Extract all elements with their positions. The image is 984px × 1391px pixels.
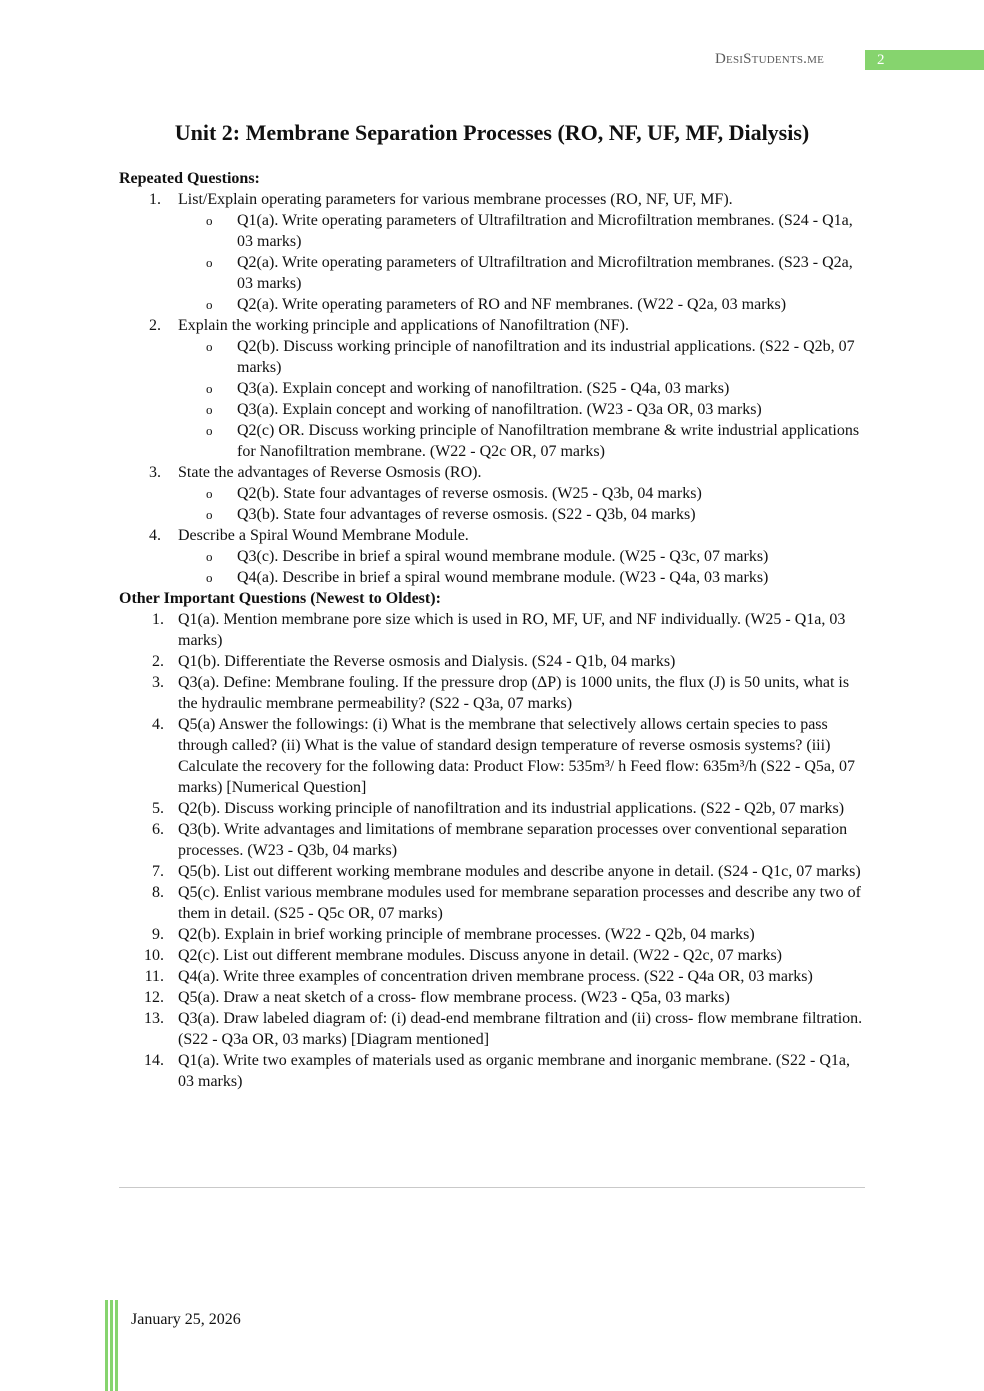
bullet-icon: o [206,213,213,228]
sub-question-item [119,504,869,525]
item-number: 8. [152,884,164,901]
other-question-item [119,861,869,882]
sub-question-text: Q2(a). Write operating parameters of RO and NF membranes. (W22 - Q2a, 03 marks) [237,296,787,313]
bullet-icon: o [206,549,213,564]
item-number: 11. [144,968,164,985]
item-number: 2. [152,653,164,670]
item-number: 4. [149,527,161,544]
footer-bar [115,1300,118,1391]
horizontal-rule [119,1187,865,1188]
page-title: Unit 2: Membrane Separation Processes (RO, NF, UF, MF, Dialysis) [174,120,810,145]
bullet-icon: o [206,423,213,438]
footer-date: January 25, 2026 [131,1311,241,1328]
sub-question-item [119,546,869,567]
item-number: 5. [152,800,164,817]
bullet-icon: o [206,486,213,501]
item-number: 9. [152,926,164,943]
item-text: Q3(a). Define: Membrane fouling. If the pressure drop (ΔP) is 1000 units, the flux (J) is 50 units, what is the hydraulic membrane permeability? (S22 - Q3a, 07 marks) [178,674,850,712]
sub-question-text: Q3(a). Explain concept and working of nanofiltration. (S25 - Q4a, 03 marks) [237,380,730,397]
other-question-item [119,798,869,819]
bullet-icon: o [206,507,213,522]
page-number-badge [865,50,984,70]
sub-question-text: Q3(c). Describe in brief a spiral wound membrane module. (W25 - Q3c, 07 marks) [237,548,769,565]
item-text: Q2(b). Discuss working principle of nanofiltration and its industrial applications. (S22 - Q2b, 07 marks) [178,800,845,817]
footer-bar [105,1300,108,1391]
bullet-icon: o [206,255,213,270]
repeated-question-item [119,189,869,210]
item-number: 4. [152,716,164,733]
other-questions-heading: Other Important Questions (Newest to Oldest): [119,590,441,607]
sub-question-text: Q1(a). Write operating parameters of Ultrafiltration and Microfiltration membranes. (S24 - Q1a, 03 marks) [237,212,853,250]
repeated-question-item [119,315,869,336]
other-questions-list [119,609,869,1092]
sub-question-text: Q2(b). State four advantages of reverse osmosis. (W25 - Q3b, 04 marks) [237,485,702,502]
bullet-icon: o [206,402,213,417]
other-question-item [119,966,869,987]
other-question-item [119,1050,869,1092]
item-number: 6. [152,821,164,838]
sub-question-item [119,420,869,462]
item-text: Q3(b). Write advantages and limitations of membrane separation processes over conventional separation processes. (W23 - Q3b, 04 marks) [178,821,848,859]
item-number: 7. [152,863,164,880]
item-number: 14. [144,1052,164,1069]
other-question-item [119,651,869,672]
sub-question-text: Q3(a). Explain concept and working of nanofiltration. (W23 - Q3a OR, 03 marks) [237,401,762,418]
item-text: Q4(a). Write three examples of concentration driven membrane process. (S22 - Q4a OR, 03 marks) [178,968,813,985]
item-text: List/Explain operating parameters for various membrane processes (RO, NF, UF, MF). [178,191,733,208]
sub-question-item [119,399,869,420]
other-question-item [119,987,869,1008]
sub-question-item [119,252,869,294]
item-number: 10. [144,947,164,964]
sub-question-item [119,210,869,252]
other-question-item [119,882,869,924]
item-text: State the advantages of Reverse Osmosis (RO). [178,464,482,481]
bullet-icon: o [206,381,213,396]
item-text: Q5(c). Enlist various membrane modules used for membrane separation processes and describe any two of them in detail. (S25 - Q5c OR, 07 marks) [178,884,861,922]
header-site-name: DesiStudents.me [715,51,825,67]
bullet-icon: o [206,297,213,312]
footer-accent-bars [105,1300,119,1391]
item-text: Q1(b). Differentiate the Reverse osmosis and Dialysis. (S24 - Q1b, 04 marks) [178,653,676,670]
repeated-questions-list [119,189,869,588]
item-number: 2. [149,317,161,334]
item-text: Q1(a). Mention membrane pore size which is used in RO, MF, UF, and NF individually. (W25 - Q1a, 03 marks) [178,611,846,649]
sub-question-item [119,294,869,315]
document-body [119,168,869,1092]
repeated-question-item [119,525,869,546]
other-question-item [119,819,869,861]
other-question-item [119,1008,869,1050]
item-number: 13. [144,1010,164,1027]
sub-question-text: Q3(b). State four advantages of reverse osmosis. (S22 - Q3b, 04 marks) [237,506,696,523]
repeated-questions-heading: Repeated Questions: [119,170,260,187]
item-text: Q5(a) Answer the followings: (i) What is the membrane that selectively allows certain species to pass through called? (ii) What is the value of standard design temperature of reverse osmosis systems? (iii) Calculate the recovery for the following data: Product Flow: 535m³/ h Feed flow: 635m³/h (S22 - Q5a, 07 marks) [Numerical Question] [178,716,856,796]
item-text: Q3(a). Draw labeled diagram of: (i) dead-end membrane filtration and (ii) cross- flow membrane filtration. (S22 - Q3a OR, 03 marks) [Diagram mentioned] [178,1010,863,1048]
item-text: Q1(a). Write two examples of materials used as organic membrane and inorganic membrane. (S22 - Q1a, 03 marks) [178,1052,851,1090]
footer-bar [110,1300,113,1391]
item-text: Explain the working principle and applications of Nanofiltration (NF). [178,317,629,334]
item-number: 1. [152,611,164,628]
page-number: 2 [877,52,885,68]
other-question-item [119,609,869,651]
sub-question-item [119,378,869,399]
item-number: 1. [149,191,161,208]
item-text: Q5(a). Draw a neat sketch of a cross- flow membrane process. (W23 - Q5a, 03 marks) [178,989,730,1006]
item-number: 3. [152,674,164,691]
item-text: Q2(c). List out different membrane modules. Discuss anyone in detail. (W22 - Q2c, 07 marks) [178,947,782,964]
item-text: Q2(b). Explain in brief working principle of membrane processes. (W22 - Q2b, 04 marks) [178,926,755,943]
item-text: Q5(b). List out different working membrane modules and describe anyone in detail. (S24 - Q1c, 07 marks) [178,863,861,880]
sub-question-text: Q2(a). Write operating parameters of Ultrafiltration and Microfiltration membranes. (S23 - Q2a, 03 marks) [237,254,853,292]
other-question-item [119,945,869,966]
sub-question-text: Q2(b). Discuss working principle of nanofiltration and its industrial applications. (S22 - Q2b, 07 marks) [237,338,855,376]
bullet-icon: o [206,339,213,354]
other-question-item [119,714,869,798]
sub-question-text: Q2(c) OR. Discuss working principle of Nanofiltration membrane & write industrial applications for Nanofiltration membrane. (W22 - Q2c OR, 07 marks) [237,422,860,460]
sub-question-item [119,336,869,378]
sub-question-item [119,483,869,504]
other-question-item [119,672,869,714]
item-text: Describe a Spiral Wound Membrane Module. [178,527,469,544]
repeated-question-item [119,462,869,483]
sub-question-item [119,567,869,588]
other-question-item [119,924,869,945]
item-number: 3. [149,464,161,481]
sub-question-text: Q4(a). Describe in brief a spiral wound membrane module. (W23 - Q4a, 03 marks) [237,569,769,586]
bullet-icon: o [206,570,213,585]
item-number: 12. [144,989,164,1006]
